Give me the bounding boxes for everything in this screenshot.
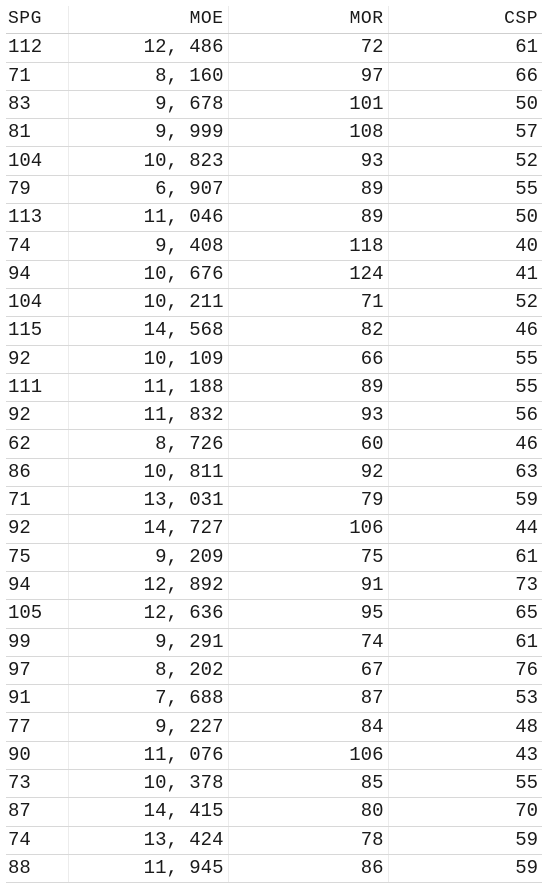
cell-mor: 95: [228, 600, 388, 628]
column-header-spg: SPG: [6, 6, 68, 34]
cell-spg: 90: [6, 741, 68, 769]
cell-spg: 94: [6, 571, 68, 599]
cell-spg: 75: [6, 543, 68, 571]
cell-spg: 81: [6, 119, 68, 147]
cell-spg: 92: [6, 515, 68, 543]
data-table: [6, 6, 542, 883]
table-row: [6, 515, 542, 543]
cell-mor: 106: [228, 515, 388, 543]
cell-moe: 13, 424: [68, 826, 228, 854]
cell-csp: 48: [388, 713, 542, 741]
table-row: [6, 317, 542, 345]
cell-moe: 9, 408: [68, 232, 228, 260]
cell-csp: 43: [388, 741, 542, 769]
table-row: [6, 119, 542, 147]
cell-mor: 93: [228, 147, 388, 175]
cell-moe: 9, 678: [68, 90, 228, 118]
cell-csp: 56: [388, 402, 542, 430]
table-header: [6, 6, 542, 34]
table-row: [6, 458, 542, 486]
cell-csp: 46: [388, 317, 542, 345]
cell-csp: 59: [388, 487, 542, 515]
cell-csp: 63: [388, 458, 542, 486]
cell-spg: 99: [6, 628, 68, 656]
cell-moe: 10, 823: [68, 147, 228, 175]
table-row: [6, 402, 542, 430]
cell-spg: 105: [6, 600, 68, 628]
cell-moe: 11, 046: [68, 204, 228, 232]
cell-csp: 50: [388, 90, 542, 118]
cell-mor: 101: [228, 90, 388, 118]
cell-csp: 46: [388, 430, 542, 458]
cell-moe: 7, 688: [68, 685, 228, 713]
cell-mor: 91: [228, 571, 388, 599]
cell-spg: 87: [6, 798, 68, 826]
cell-spg: 111: [6, 373, 68, 401]
cell-moe: 8, 160: [68, 62, 228, 90]
cell-mor: 84: [228, 713, 388, 741]
table-row: [6, 232, 542, 260]
cell-csp: 55: [388, 175, 542, 203]
cell-mor: 80: [228, 798, 388, 826]
cell-moe: 11, 076: [68, 741, 228, 769]
cell-csp: 61: [388, 543, 542, 571]
cell-mor: 89: [228, 373, 388, 401]
cell-csp: 50: [388, 204, 542, 232]
cell-mor: 60: [228, 430, 388, 458]
cell-moe: 10, 811: [68, 458, 228, 486]
table-row: [6, 656, 542, 684]
table-row: [6, 854, 542, 882]
cell-mor: 97: [228, 62, 388, 90]
cell-spg: 115: [6, 317, 68, 345]
cell-moe: 10, 211: [68, 288, 228, 316]
cell-moe: 9, 291: [68, 628, 228, 656]
cell-csp: 70: [388, 798, 542, 826]
table-row: [6, 487, 542, 515]
cell-mor: 82: [228, 317, 388, 345]
cell-mor: 87: [228, 685, 388, 713]
cell-moe: 10, 109: [68, 345, 228, 373]
cell-csp: 40: [388, 232, 542, 260]
table-row: [6, 288, 542, 316]
cell-moe: 13, 031: [68, 487, 228, 515]
cell-spg: 71: [6, 487, 68, 515]
cell-spg: 104: [6, 288, 68, 316]
cell-spg: 91: [6, 685, 68, 713]
cell-spg: 112: [6, 34, 68, 62]
cell-mor: 78: [228, 826, 388, 854]
column-header-moe: MOE: [68, 6, 228, 34]
header-row: [6, 6, 542, 34]
table-row: [6, 430, 542, 458]
cell-mor: 71: [228, 288, 388, 316]
cell-moe: 12, 892: [68, 571, 228, 599]
cell-csp: 73: [388, 571, 542, 599]
table-row: [6, 798, 542, 826]
cell-csp: 55: [388, 770, 542, 798]
cell-moe: 8, 726: [68, 430, 228, 458]
cell-mor: 89: [228, 175, 388, 203]
cell-mor: 66: [228, 345, 388, 373]
table-row: [6, 175, 542, 203]
cell-csp: 59: [388, 854, 542, 882]
cell-moe: 6, 907: [68, 175, 228, 203]
cell-mor: 93: [228, 402, 388, 430]
cell-moe: 12, 636: [68, 600, 228, 628]
cell-mor: 92: [228, 458, 388, 486]
table-row: [6, 204, 542, 232]
cell-spg: 94: [6, 260, 68, 288]
cell-moe: 10, 378: [68, 770, 228, 798]
cell-spg: 92: [6, 402, 68, 430]
cell-mor: 85: [228, 770, 388, 798]
table-row: [6, 826, 542, 854]
cell-mor: 72: [228, 34, 388, 62]
cell-spg: 71: [6, 62, 68, 90]
table-row: [6, 260, 542, 288]
cell-spg: 113: [6, 204, 68, 232]
table-row: [6, 90, 542, 118]
cell-spg: 92: [6, 345, 68, 373]
cell-spg: 79: [6, 175, 68, 203]
cell-moe: 11, 188: [68, 373, 228, 401]
cell-csp: 61: [388, 34, 542, 62]
cell-csp: 53: [388, 685, 542, 713]
cell-spg: 86: [6, 458, 68, 486]
cell-mor: 75: [228, 543, 388, 571]
cell-moe: 10, 676: [68, 260, 228, 288]
cell-spg: 83: [6, 90, 68, 118]
cell-spg: 73: [6, 770, 68, 798]
cell-mor: 86: [228, 854, 388, 882]
table-row: [6, 345, 542, 373]
table-row: [6, 34, 542, 62]
table-row: [6, 628, 542, 656]
cell-spg: 88: [6, 854, 68, 882]
cell-moe: 9, 227: [68, 713, 228, 741]
cell-mor: 74: [228, 628, 388, 656]
cell-mor: 79: [228, 487, 388, 515]
cell-mor: 118: [228, 232, 388, 260]
column-header-mor: MOR: [228, 6, 388, 34]
cell-moe: 11, 832: [68, 402, 228, 430]
cell-csp: 76: [388, 656, 542, 684]
cell-moe: 12, 486: [68, 34, 228, 62]
cell-mor: 124: [228, 260, 388, 288]
cell-spg: 77: [6, 713, 68, 741]
cell-mor: 89: [228, 204, 388, 232]
column-header-csp: CSP: [388, 6, 542, 34]
table-row: [6, 600, 542, 628]
table-row: [6, 571, 542, 599]
cell-csp: 44: [388, 515, 542, 543]
cell-spg: 74: [6, 826, 68, 854]
cell-csp: 57: [388, 119, 542, 147]
cell-csp: 52: [388, 288, 542, 316]
table-row: [6, 741, 542, 769]
cell-moe: 14, 727: [68, 515, 228, 543]
cell-csp: 65: [388, 600, 542, 628]
table-row: [6, 147, 542, 175]
cell-spg: 104: [6, 147, 68, 175]
table-row: [6, 713, 542, 741]
cell-csp: 55: [388, 373, 542, 401]
cell-csp: 41: [388, 260, 542, 288]
table-row: [6, 62, 542, 90]
cell-spg: 62: [6, 430, 68, 458]
cell-csp: 52: [388, 147, 542, 175]
table-row: [6, 373, 542, 401]
table-body: [6, 34, 542, 883]
cell-moe: 11, 945: [68, 854, 228, 882]
table-row: [6, 770, 542, 798]
cell-mor: 108: [228, 119, 388, 147]
table-row: [6, 685, 542, 713]
table-row: [6, 543, 542, 571]
cell-moe: 14, 568: [68, 317, 228, 345]
cell-spg: 74: [6, 232, 68, 260]
cell-csp: 59: [388, 826, 542, 854]
cell-csp: 55: [388, 345, 542, 373]
cell-moe: 8, 202: [68, 656, 228, 684]
cell-moe: 14, 415: [68, 798, 228, 826]
cell-spg: 97: [6, 656, 68, 684]
cell-mor: 67: [228, 656, 388, 684]
cell-csp: 66: [388, 62, 542, 90]
cell-moe: 9, 209: [68, 543, 228, 571]
cell-csp: 61: [388, 628, 542, 656]
cell-mor: 106: [228, 741, 388, 769]
cell-moe: 9, 999: [68, 119, 228, 147]
